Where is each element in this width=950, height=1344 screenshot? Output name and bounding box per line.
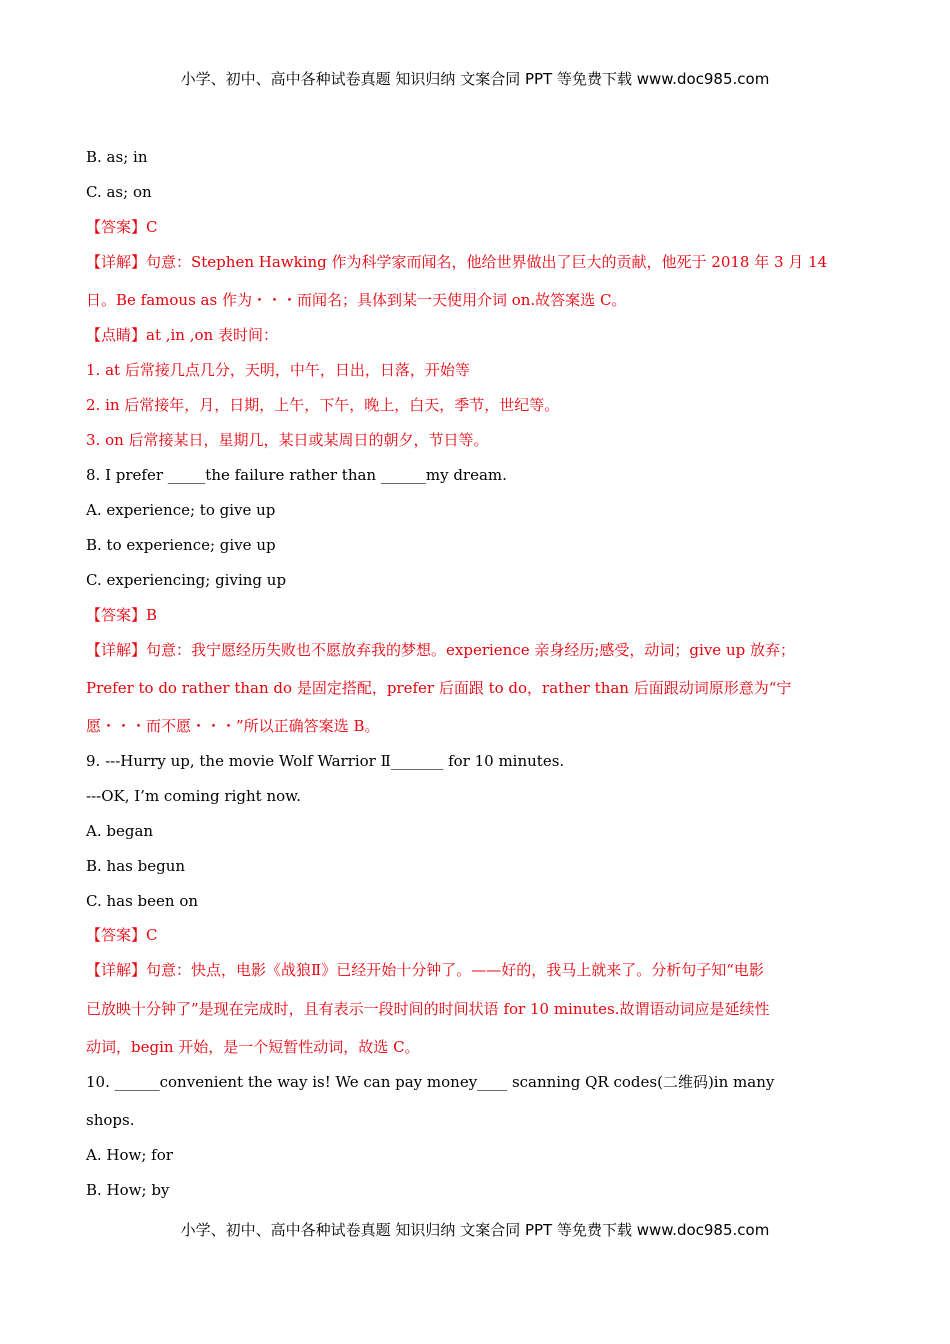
- tip-q7-item3: 3. on 后常接某日，星期几，某日或某周日的朝夕，节日等。: [86, 431, 489, 449]
- tip-q7-heading: 【点睛】at ,in ,on 表时间：: [86, 326, 278, 344]
- question-9-reply: ---OK, I’m coming right now.: [86, 787, 301, 805]
- explanation-q8-line3: 愿・・・而不愿・・・”所以正确答案选 B。: [86, 717, 380, 735]
- explanation-q7-line1: 【详解】句意：Stephen Hawking 作为科学家而闻名，他给世界做出了巨大的贡献，他死于 2018 年 3 月 14: [86, 253, 828, 271]
- explanation-q9-line2: 已放映十分钟了”是现在完成时，且有表示一段时间的时间状语 for 10 minutes.故谓语动词应是延续性: [86, 1000, 770, 1018]
- question-10-line2: shops.: [86, 1111, 135, 1129]
- answer-q7: 【答案】C: [86, 218, 158, 236]
- option-b-q9: B. has begun: [86, 857, 186, 875]
- option-a-q8: A. experience; to give up: [86, 501, 276, 519]
- option-a-q9: A. began: [86, 822, 154, 840]
- explanation-q8-line1: 【详解】句意：我宁愿经历失败也不愿放弃我的梦想。experience 亲身经历;感受，动词；give up 放弃；: [86, 641, 795, 659]
- option-b-q7: B. as; in: [86, 148, 148, 166]
- option-a-q10: A. How; for: [86, 1146, 173, 1164]
- tip-q7-item1: 1. at 后常接几点几分，天明，中午，日出，日落，开始等: [86, 361, 470, 379]
- page-footer: 小学、初中、高中各种试卷真题 知识归纳 文案合同 PPT 等免费下载 www.doc985.com: [180, 1221, 770, 1239]
- tip-q7-item2: 2. in 后常接年，月，日期，上午，下午，晚上，白天，季节，世纪等。: [86, 396, 560, 414]
- answer-q8: 【答案】B: [86, 606, 158, 624]
- question-8: 8. I prefer _____the failure rather than ______my dream.: [86, 466, 507, 484]
- page-header: 小学、初中、高中各种试卷真题 知识归纳 文案合同 PPT 等免费下载 www.doc985.com: [180, 70, 770, 88]
- explanation-q7-line2: 日。Be famous as 作为・・・而闻名；具体到某一天使用介词 on.故答案选 C。: [86, 291, 627, 309]
- option-b-q10: B. How; by: [86, 1181, 170, 1199]
- question-9: 9. ---Hurry up, the movie Wolf Warrior Ⅱ_______ for 10 minutes.: [86, 752, 565, 770]
- explanation-q9-line3: 动词，begin 开始，是一个短暂性动词，故选 C。: [86, 1038, 420, 1056]
- option-c-q8: C. experiencing; giving up: [86, 571, 287, 589]
- answer-q9: 【答案】C: [86, 926, 158, 944]
- explanation-q9-line1: 【详解】句意：快点，电影《战狼Ⅱ》已经开始十分钟了。——好的，我马上就来了。分析句子知“电影: [86, 961, 764, 979]
- option-c-q9: C. has been on: [86, 892, 199, 910]
- option-c-q7: C. as; on: [86, 183, 152, 201]
- explanation-q8-line2: Prefer to do rather than do 是固定搭配，prefer 后面跟 to do，rather than 后面跟动词原形意为“宁: [86, 679, 792, 697]
- question-10-line1: 10. ______convenient the way is! We can pay money____ scanning QR codes(二维码)in many: [86, 1073, 775, 1091]
- option-b-q8: B. to experience; give up: [86, 536, 276, 554]
